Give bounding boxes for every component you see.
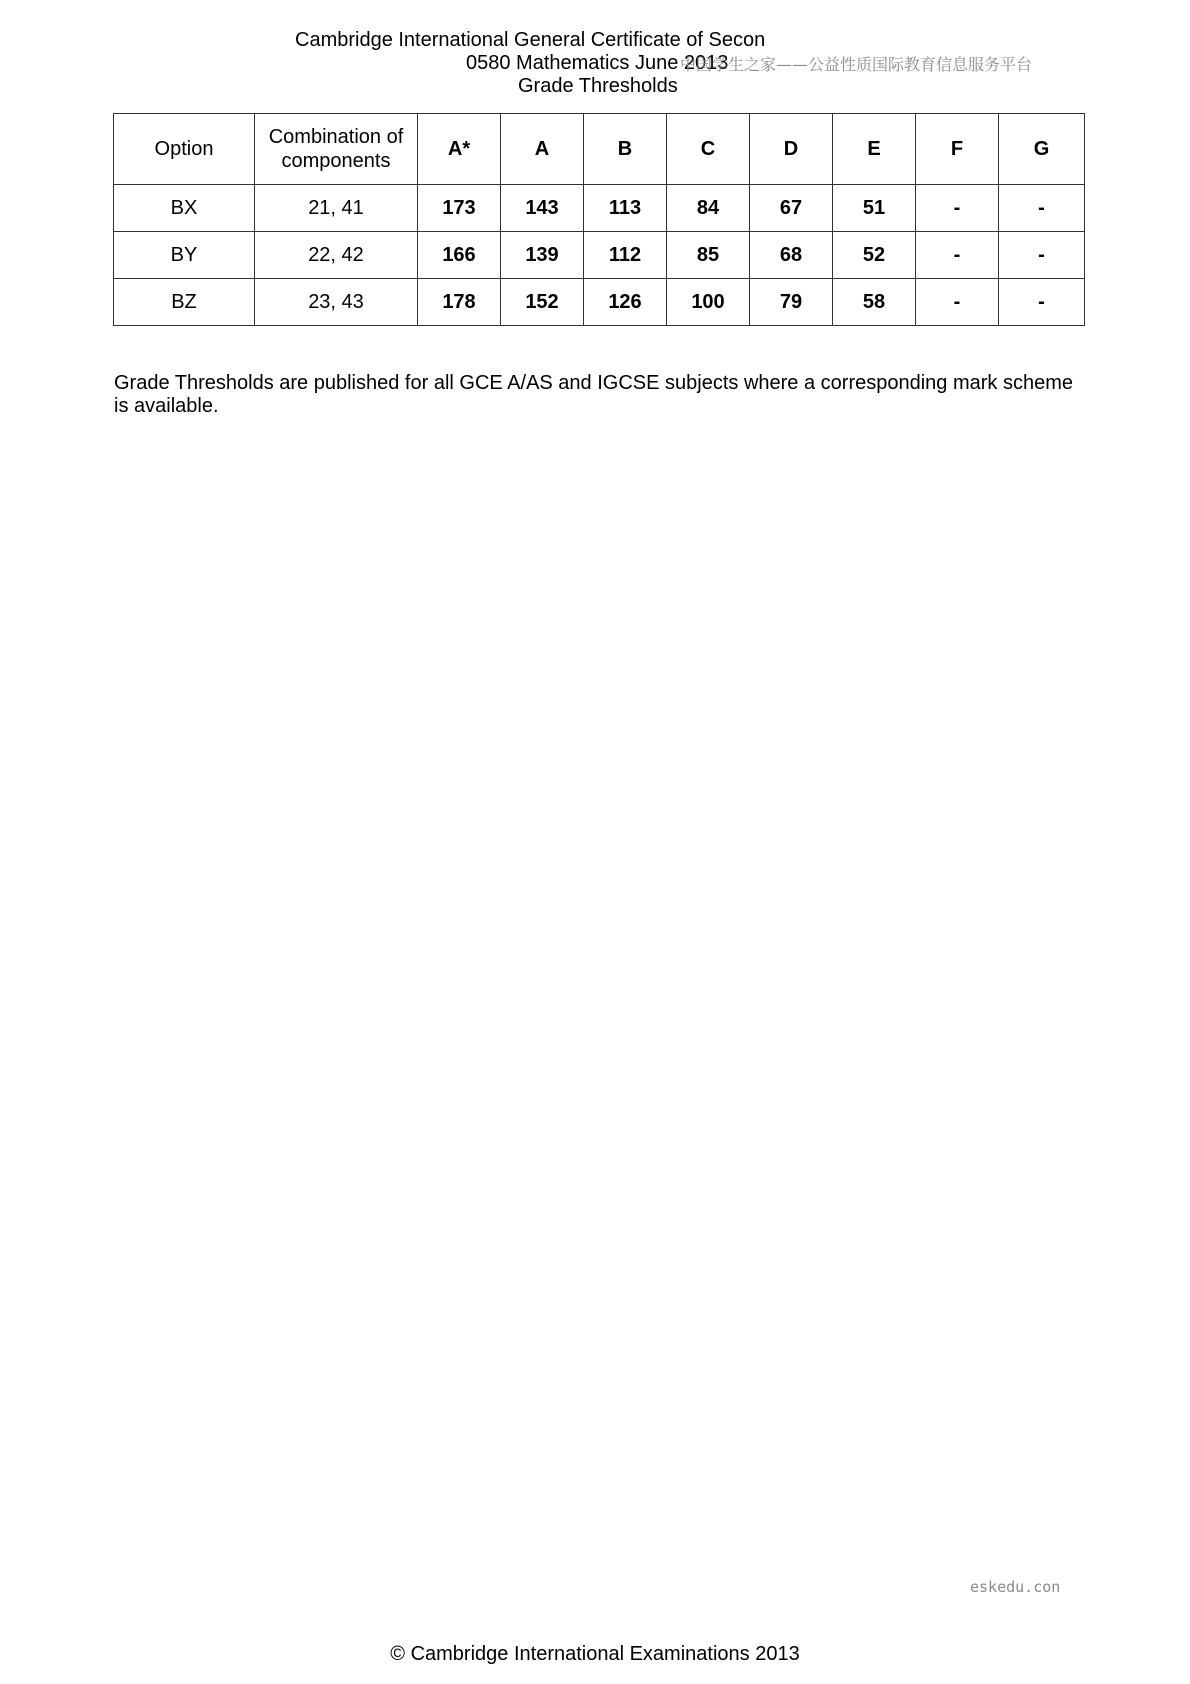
table-row bbox=[114, 279, 1085, 326]
threshold-cell: - bbox=[916, 279, 999, 326]
threshold-cell: 67 bbox=[750, 185, 833, 232]
grade-threshold-table bbox=[113, 113, 1085, 326]
threshold-cell: - bbox=[999, 185, 1085, 232]
table-row bbox=[114, 185, 1085, 232]
combination-cell: 22, 42 bbox=[255, 232, 418, 279]
document-subtitle: 0580 Mathematics June 2013 bbox=[466, 52, 729, 74]
threshold-cell: 68 bbox=[750, 232, 833, 279]
document-title: Cambridge International General Certificate of Secon bbox=[295, 29, 766, 51]
copyright-footer: © Cambridge International Examinations 2013 bbox=[390, 1643, 800, 1665]
threshold-cell: 84 bbox=[667, 185, 750, 232]
threshold-cell: - bbox=[916, 232, 999, 279]
header-grade: D bbox=[750, 114, 833, 185]
threshold-cell: 113 bbox=[584, 185, 667, 232]
threshold-cell: - bbox=[916, 185, 999, 232]
option-cell: BY bbox=[114, 232, 255, 279]
header-grade: B bbox=[584, 114, 667, 185]
threshold-cell: 166 bbox=[418, 232, 501, 279]
table-row bbox=[114, 232, 1085, 279]
header-grade: C bbox=[667, 114, 750, 185]
watermark-text: 中国学生之家——公益性质国际教育信息服务平台 bbox=[680, 55, 1033, 74]
threshold-cell: 126 bbox=[584, 279, 667, 326]
threshold-note: Grade Thresholds are published for all GCE A/AS and IGCSE subjects where a corresponding mark scheme is available. bbox=[114, 372, 1073, 417]
header-grade: A bbox=[501, 114, 584, 185]
header-option: Option bbox=[114, 114, 255, 185]
threshold-cell: 139 bbox=[501, 232, 584, 279]
option-cell: BZ bbox=[114, 279, 255, 326]
threshold-cell: 79 bbox=[750, 279, 833, 326]
threshold-cell: 143 bbox=[501, 185, 584, 232]
option-cell: BX bbox=[114, 185, 255, 232]
threshold-cell: - bbox=[999, 279, 1085, 326]
threshold-cell: 58 bbox=[833, 279, 916, 326]
combination-cell: 21, 41 bbox=[255, 185, 418, 232]
header-grade: G bbox=[999, 114, 1085, 185]
header-grade: A* bbox=[418, 114, 501, 185]
threshold-cell: 52 bbox=[833, 232, 916, 279]
document-heading: Grade Thresholds bbox=[518, 75, 678, 97]
threshold-cell: 100 bbox=[667, 279, 750, 326]
threshold-cell: 173 bbox=[418, 185, 501, 232]
table-header-row bbox=[114, 114, 1085, 185]
threshold-cell: - bbox=[999, 232, 1085, 279]
site-watermark: eskedu.con bbox=[970, 1578, 1061, 1596]
threshold-cell: 178 bbox=[418, 279, 501, 326]
combination-cell: 23, 43 bbox=[255, 279, 418, 326]
threshold-cell: 152 bbox=[501, 279, 584, 326]
header-grade: F bbox=[916, 114, 999, 185]
threshold-cell: 85 bbox=[667, 232, 750, 279]
threshold-cell: 51 bbox=[833, 185, 916, 232]
threshold-cell: 112 bbox=[584, 232, 667, 279]
header-grade: E bbox=[833, 114, 916, 185]
header-combination: Combination of components bbox=[255, 114, 418, 185]
